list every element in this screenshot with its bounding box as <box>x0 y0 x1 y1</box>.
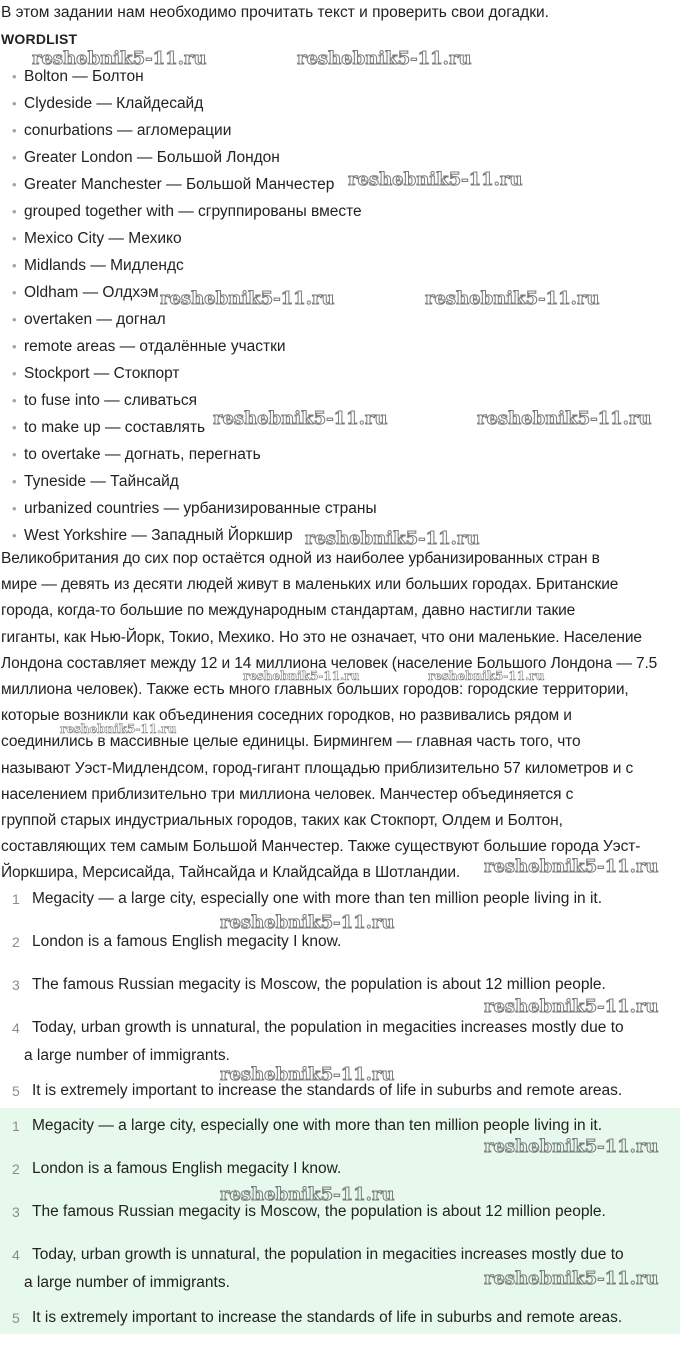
translation-line: населением приблизительно три миллиона человек. Манчестер объединяется с <box>1 785 574 803</box>
answers-panel-highlighted <box>0 1108 680 1334</box>
answer-item <box>0 1077 680 1105</box>
translation-line: Йоркшира, Мерсисайда, Тайнсайда и Клайдсайда в Шотландии. <box>1 864 461 882</box>
wordlist-item-text: to overtake — догнать, перегнать <box>24 446 261 463</box>
wordlist-item <box>0 360 377 387</box>
answer-text-continuation: a large number of immigrants. <box>24 1274 230 1291</box>
intro-text: В этом задании нам необходимо прочитать текст и проверить свои догадки. <box>1 4 549 21</box>
translation-line: Лондона составляет между 12 и 14 миллиона человек (население Большого Лондона — 7.5 <box>1 654 658 672</box>
wordlist-item-text: Stockport — Стокпорт <box>24 365 180 382</box>
watermark: reshebnik5-11.ru <box>60 722 177 736</box>
bullet-icon: • <box>12 258 17 273</box>
answer-number: 4 <box>12 1247 20 1263</box>
wordlist-item-text: Mexico City — Мехико <box>24 230 182 247</box>
wordlist-item-text: to make up — составлять <box>24 419 206 436</box>
watermark: reshebnik5-11.ru <box>425 288 600 309</box>
answer-text: Today, urban growth is unnatural, the population in megacities increases mostly due to <box>32 1246 624 1263</box>
wordlist-item <box>0 279 377 306</box>
wordlist-item <box>0 495 377 522</box>
bullet-icon: • <box>12 528 17 543</box>
bullet-icon: • <box>12 231 17 246</box>
translation-line: которые возникли как объединения соседних городков, но развивались рядом и <box>1 707 572 725</box>
wordlist-item-text: to fuse into — сливаться <box>24 392 198 409</box>
answer-item <box>0 1241 680 1297</box>
answer-item <box>0 885 680 913</box>
translation-line: гиганты, как Нью-Йорк, Токио, Мехико. Но это не означает, что они маленькие. Население <box>1 628 642 646</box>
wordlist-item-text: Tyneside — Тайнсайд <box>24 473 179 490</box>
wordlist-item <box>0 117 377 144</box>
watermark: reshebnik5-11.ru <box>484 856 659 877</box>
wordlist-item-text: conurbations — агломерации <box>24 122 232 139</box>
answer-number: 2 <box>12 1161 20 1177</box>
watermark: reshebnik5-11.ru <box>220 912 395 933</box>
bullet-icon: • <box>12 501 17 516</box>
answer-item <box>0 1155 680 1183</box>
answer-number: 5 <box>12 1083 20 1099</box>
bullet-icon: • <box>12 150 17 165</box>
translation-paragraph <box>1 546 679 887</box>
wordlist-item-text: Greater Manchester — Большой Манчестер <box>24 176 335 193</box>
watermark: reshebnik5-11.ru <box>428 669 545 683</box>
answer-item <box>0 928 680 956</box>
wordlist-heading: WORDLIST <box>1 31 78 47</box>
answer-number: 3 <box>12 977 20 993</box>
wordlist-item <box>0 90 377 117</box>
bullet-icon: • <box>12 69 17 84</box>
wordlist-item-text: Greater London — Большой Лондон <box>24 149 280 166</box>
wordlist-item <box>0 225 377 252</box>
answer-text: London is a famous English megacity I know. <box>32 1160 342 1177</box>
answer-item <box>0 1198 680 1226</box>
bullet-icon: • <box>12 420 17 435</box>
wordlist-item-text: remote areas — отдалённые участки <box>24 338 286 355</box>
watermark: reshebnik5-11.ru <box>32 48 207 69</box>
answer-text: Megacity — a large city, especially one with more than ten million people living in it. <box>32 1117 603 1134</box>
translation-line: мире — девять из десяти людей живут в маленьких или больших городах. Британские <box>1 576 619 594</box>
wordlist-item <box>0 252 377 279</box>
wordlist-item-text: Bolton — Болтон <box>24 68 144 85</box>
answer-text-continuation: a large number of immigrants. <box>24 1047 230 1064</box>
bullet-icon: • <box>12 123 17 138</box>
wordlist-item <box>0 333 377 360</box>
answer-number: 1 <box>12 1118 20 1134</box>
translation-line: миллиона человек). Также есть много главных больших городов: городские территории, <box>1 681 629 699</box>
answer-number: 4 <box>12 1020 20 1036</box>
answer-number: 2 <box>12 934 20 950</box>
translation-line: соединились в массивные целые единицы. Бирмингем — главная часть того, что <box>1 733 581 751</box>
watermark: reshebnik5-11.ru <box>348 169 523 190</box>
bullet-icon: • <box>12 96 17 111</box>
wordlist-item <box>0 63 377 90</box>
wordlist-item-text: grouped together with — сгруппированы вместе <box>24 203 362 220</box>
wordlist <box>0 63 377 549</box>
watermark: reshebnik5-11.ru <box>484 996 659 1017</box>
wordlist-item-text: urbanized countries — урбанизированные страны <box>24 500 377 517</box>
wordlist-item <box>0 441 377 468</box>
answer-text: London is a famous English megacity I know. <box>32 933 342 950</box>
answer-text: It is extremely important to increase the standards of life in suburbs and remote areas. <box>32 1082 623 1099</box>
translation-line: группой старых индустриальных городов, таких как Стокпорт, Олдем и Болтон, <box>1 812 563 830</box>
answer-number: 5 <box>12 1310 20 1326</box>
answer-item <box>0 1014 680 1070</box>
translation-line: составляющих тем самым Большой Манчестер. Также существуют большие города Уэст- <box>1 838 641 856</box>
answer-number: 1 <box>12 891 20 907</box>
wordlist-item-text: Midlands — Мидлендс <box>24 257 184 274</box>
answer-text: Megacity — a large city, especially one with more than ten million people living in it. <box>32 890 603 907</box>
wordlist-item-text: Clydeside — Клайдесайд <box>24 95 204 112</box>
bullet-icon: • <box>12 285 17 300</box>
translation-line: города, когда-то большие по международным стандартам, давно настигли такие <box>1 602 576 620</box>
answer-item <box>0 1304 680 1332</box>
watermark: reshebnik5-11.ru <box>305 528 480 549</box>
watermark: reshebnik5-11.ru <box>160 288 335 309</box>
wordlist-item-text: Oldham — Олдхэм <box>24 284 159 301</box>
wordlist-item-text: West Yorkshire — Западный Йоркшир <box>24 527 293 544</box>
answer-text: The famous Russian megacity is Moscow, the population is about 12 million people. <box>32 976 606 993</box>
bullet-icon: • <box>12 177 17 192</box>
bullet-icon: • <box>12 474 17 489</box>
wordlist-item <box>0 468 377 495</box>
wordlist-item <box>0 171 377 198</box>
wordlist-item <box>0 144 377 171</box>
wordlist-item <box>0 414 377 441</box>
answer-item <box>0 1112 680 1140</box>
answer-text: The famous Russian megacity is Moscow, the population is about 12 million people. <box>32 1203 606 1220</box>
watermark: reshebnik5-11.ru <box>213 408 388 429</box>
answer-text: Today, urban growth is unnatural, the population in megacities increases mostly due to <box>32 1019 624 1036</box>
wordlist-item <box>0 522 377 549</box>
answer-item <box>0 971 680 999</box>
wordlist-item <box>0 198 377 225</box>
wordlist-item <box>0 387 377 414</box>
bullet-icon: • <box>12 339 17 354</box>
watermark: reshebnik5-11.ru <box>220 1064 395 1085</box>
watermark: reshebnik5-11.ru <box>297 48 472 69</box>
bullet-icon: • <box>12 204 17 219</box>
wordlist-item <box>0 306 377 333</box>
watermark: reshebnik5-11.ru <box>477 408 652 429</box>
translation-line: Великобритания до сих пор остаётся одной из наиболее урбанизированных стран в <box>1 550 600 567</box>
bullet-icon: • <box>12 366 17 381</box>
wordlist-item-text: overtaken — догнал <box>24 311 166 328</box>
answer-text: It is extremely important to increase the standards of life in suburbs and remote areas. <box>32 1309 623 1326</box>
bullet-icon: • <box>12 447 17 462</box>
bullet-icon: • <box>12 393 17 408</box>
watermark: reshebnik5-11.ru <box>243 669 360 683</box>
translation-line: называют Уэст-Мидлендсом, город-гигант площадью приблизительно 57 километров и с <box>1 759 634 777</box>
bullet-icon: • <box>12 312 17 327</box>
answer-number: 3 <box>12 1204 20 1220</box>
